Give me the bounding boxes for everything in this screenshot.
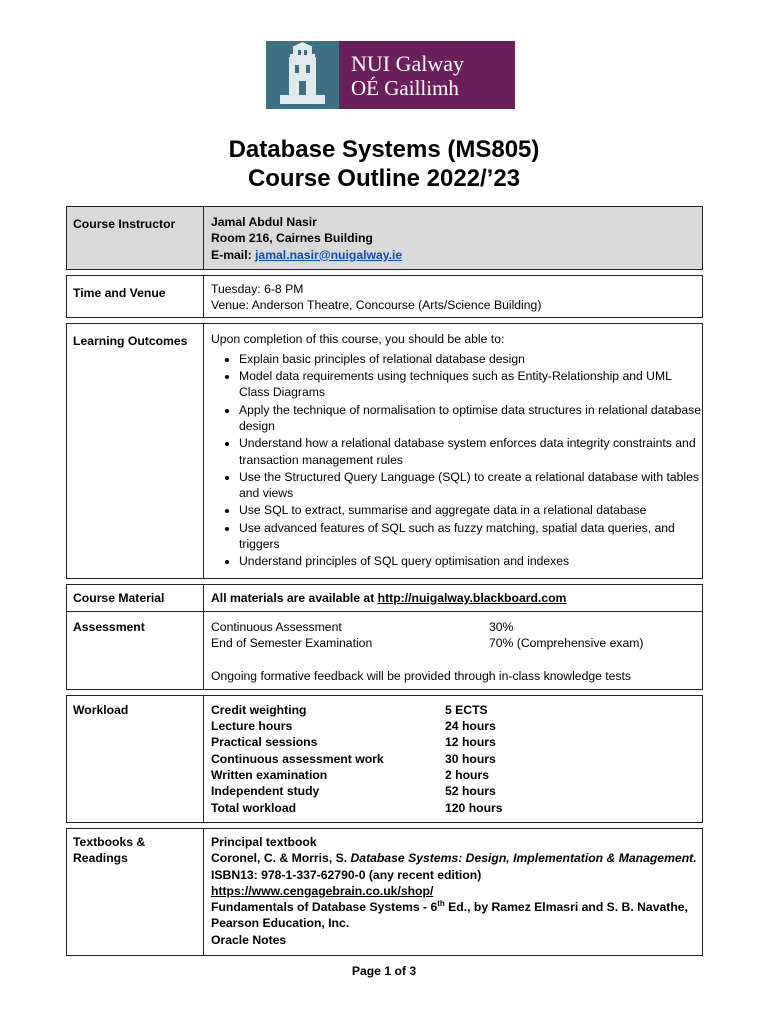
instructor-row — [67, 207, 703, 270]
workload-content — [204, 695, 703, 822]
assessment-label: Assessment — [67, 611, 204, 689]
workload-value: 52 hours — [445, 784, 496, 799]
workload-name: Lecture hours — [211, 719, 293, 734]
assessment-item — [211, 635, 702, 651]
textbooks-content — [204, 828, 703, 955]
workload-name: Independent study — [211, 784, 320, 799]
list-item: • Explain basic principles of relational database design — [239, 351, 702, 367]
email-label: E-mail: — [211, 247, 256, 262]
learning-outcomes-intro: Upon completion of this course, you should be able to: — [211, 332, 505, 347]
textbooks-label: Textbooks & Readings — [67, 828, 204, 955]
logo-wordmark — [339, 41, 515, 109]
assessment-value: 70% (Comprehensive exam) — [489, 636, 644, 651]
list-item: • Use SQL to extract, summarise and aggregate data in a relational database — [239, 502, 702, 518]
textbook-citation — [211, 850, 702, 866]
list-item: • Apply the technique of normalisation to optimise data structures in relational database design — [239, 402, 702, 435]
workload-item — [211, 718, 702, 734]
workload-name: Continuous assessment work — [211, 751, 384, 766]
page-title: Database Systems (MS805) — [228, 136, 540, 163]
page-subtitle: Course Outline 2022/’23 — [247, 165, 521, 192]
course-material-row — [67, 584, 703, 611]
citation-title: Database Systems: Design, Implementation & Management. — [350, 851, 697, 866]
instructor-room: Room 216, Cairnes Building — [211, 231, 373, 246]
blackboard-link[interactable]: http://nuigalway.blackboard.com — [377, 590, 567, 605]
assessment-item — [211, 619, 702, 635]
course-outline-table — [66, 206, 703, 956]
assessment-note: Ongoing formative feedback will be provided through in-class knowledge tests — [211, 668, 632, 683]
textbooks-row — [67, 828, 703, 955]
textbook-isbn: ISBN13: 978-1-337-62790-0 (any recent edition) — [211, 867, 482, 882]
workload-name: Credit weighting — [211, 702, 307, 717]
learning-outcomes-label: Learning Outcomes — [67, 324, 204, 578]
fundamentals-title: Fundamentals of Database Systems - 6 — [211, 900, 438, 915]
workload-value: 24 hours — [445, 719, 496, 734]
workload-label: Workload — [67, 695, 204, 822]
course-material-label: Course Material — [67, 584, 204, 611]
workload-name: Practical sessions — [211, 735, 318, 750]
course-material-content — [204, 584, 703, 611]
class-time: Tuesday: 6-8 PM — [211, 281, 304, 296]
citation-authors: Coronel, C. & Morris, S. — [211, 851, 351, 866]
workload-value: 5 ECTS — [445, 702, 488, 717]
time-venue-row — [67, 275, 703, 318]
class-venue: Venue: Anderson Theatre, Concourse (Arts/Science Building) — [211, 298, 542, 313]
page-number: Page 1 of 3 — [351, 964, 417, 978]
oracle-notes: Oracle Notes — [211, 932, 287, 947]
time-venue-label: Time and Venue — [67, 275, 204, 318]
assessment-name: End of Semester Examination — [211, 636, 373, 651]
workload-item — [211, 734, 702, 750]
workload-value: 2 hours — [445, 768, 490, 783]
list-item: • Use the Structured Query Language (SQL) to create a relational database with tables and views — [239, 469, 702, 502]
workload-name: Written examination — [211, 768, 328, 783]
list-item: • Use advanced features of SQL such as fuzzy matching, spatial data queries, and triggers — [239, 520, 702, 553]
instructor-label: Course Instructor — [67, 207, 204, 270]
logo-line-english: NUI Galway — [351, 50, 465, 76]
logo-line-irish: OÉ Gaillimh — [351, 75, 459, 100]
workload-item — [211, 800, 702, 816]
assessment-content — [204, 611, 703, 689]
learning-outcomes-list — [211, 351, 702, 570]
learning-outcomes-row — [67, 324, 703, 578]
fundamentals-authors: Ed., by Ramez Elmasri and S. B. Navathe, — [444, 900, 688, 915]
university-logo — [266, 41, 515, 109]
principal-textbook-heading: Principal textbook — [211, 834, 317, 849]
assessment-row — [67, 611, 703, 689]
cengage-link[interactable]: https://www.cengagebrain.co.uk/shop/ — [211, 883, 434, 898]
fundamentals-citation — [211, 899, 702, 915]
workload-item — [211, 702, 702, 718]
workload-value: 120 hours — [445, 800, 503, 815]
instructor-email-line — [211, 247, 702, 263]
tower-crest-icon — [266, 41, 339, 109]
instructor-email-link[interactable]: jamal.nasir@nuigalway.ie — [255, 247, 403, 262]
workload-value: 12 hours — [445, 735, 496, 750]
time-venue-content — [204, 275, 703, 318]
list-item: • Model data requirements using techniques such as Entity-Relationship and UML Class Diagrams — [239, 368, 702, 401]
publisher: Pearson Education, Inc. — [211, 916, 350, 931]
list-item: • Understand principles of SQL query optimisation and indexes — [239, 553, 702, 569]
edition-superscript: th — [437, 899, 445, 909]
instructor-name: Jamal Abdul Nasir — [211, 215, 317, 229]
workload-value: 30 hours — [445, 751, 496, 766]
instructor-content — [204, 207, 703, 270]
assessment-value: 30% — [489, 619, 514, 634]
workload-item — [211, 751, 702, 767]
course-material-text: All materials are available at — [211, 590, 378, 605]
workload-item — [211, 767, 702, 783]
assessment-name: Continuous Assessment — [211, 619, 342, 634]
workload-name: Total workload — [211, 800, 297, 815]
workload-item — [211, 783, 702, 799]
learning-outcomes-content — [204, 324, 703, 578]
list-item: • Understand how a relational database system enforces data integrity constraints and transaction management rules — [239, 435, 702, 468]
workload-row — [67, 695, 703, 822]
